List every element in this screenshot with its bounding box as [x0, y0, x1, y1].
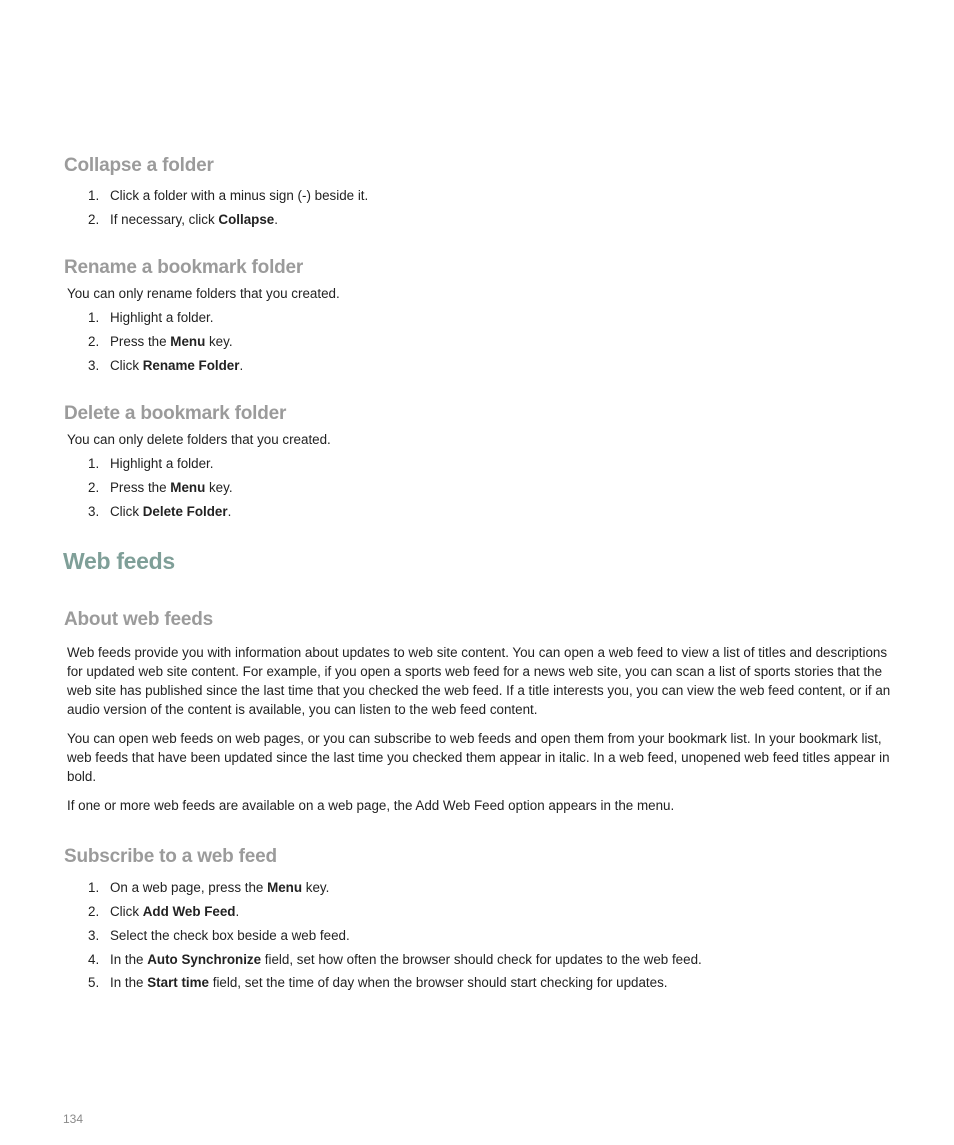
intro-text: You can only delete folders that you created. [67, 432, 331, 447]
document-page: Collapse a folder 1. Click a folder with a minus sign (-) beside it. 2. If necessary, click Collapse. Rename a bookmark folder You can only rename folders that you created. 1. Highlight a folder. 2. Press the Menu key. 3. Click Rename Folder. Delete a bookmark folder You can only delete folders that you created. 1. Highlight a folder. 2. Press the Menu key. 3. Click Delete Folder. Web feeds About web feeds Web feeds provide you with information about updates to web site content. You can open a web feed to view a list of titles and descriptions for updated web site content. For example, if you open a sports web feed for a news web site, you can scan a list of sports stories that the web site has published since the last time that you checked the web feed. If a title interests you, you can view the web feed content, or if an audio version of the content is available, you can listen to the web feed content. You can open web feeds on web pages, or you can subscribe to web feeds and open them from your bookmark list. In your bookmark list, web feeds that have been updated since the last time you checked them appear in italic. In a web feed, unopened web feed titles appear in bold. If one or more web feeds are available on a web page, the Add Web Feed option appears in the menu. Subscribe to a web feed 1. On a web page, press the Menu key. 2. Click Add Web Feed. 3. Select the check box beside a web feed. 4. In the Auto Synchronize field, set how often the browser should check for updates to the web feed. 5. In the Start time field, set the time of day when the browser should start checking for updates. 134 [0, 0, 954, 1145]
heading-subscribe-web-feed: Subscribe to a web feed [64, 846, 277, 867]
page-number: 134 [63, 1112, 84, 1126]
paragraph: If one or more web feeds are available on a web page, the Add Web Feed option appears in the menu. [67, 798, 675, 813]
paragraph: You can open web feeds on web pages, or you can subscribe to web feeds and open them from your bookmark list. In your bookmark list, web feeds that have been updated since the last time you checked them appear in italic. In a web feed, unopened web feed titles appear in bold. [67, 731, 890, 784]
intro-text: You can only rename folders that you created. [67, 286, 340, 301]
paragraph: Web feeds provide you with information about updates to web site content. You can open a web feed to view a list of titles and descriptions for updated web site content. For example, if you open a sports web feed for a news web site, you can scan a list of sports stories that the web site has published since the last time that you checked the web feed. If a title interests you, you can view the web feed content, or if an audio version of the content is available, you can listen to the web feed content. [67, 645, 891, 717]
heading-web-feeds: Web feeds [63, 548, 175, 574]
heading-about-web-feeds: About web feeds [64, 609, 214, 630]
heading-delete-folder: Delete a bookmark folder [64, 403, 287, 424]
heading-collapse-folder: Collapse a folder [64, 155, 214, 176]
heading-rename-folder: Rename a bookmark folder [64, 257, 304, 278]
